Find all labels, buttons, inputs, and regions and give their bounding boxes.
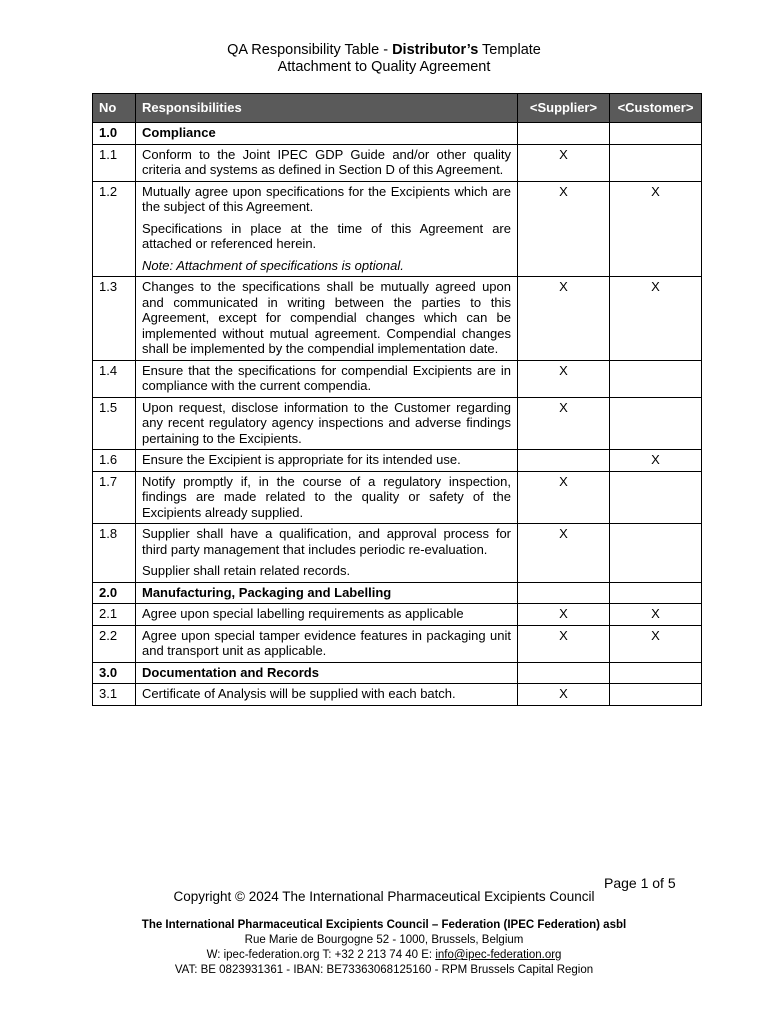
table-row [93,684,702,706]
responsibility-text [136,471,518,524]
responsibility-paragraph: Conform to the Joint IPEC GDP Guide and/or other quality criteria and systems as defined in Section D of this Agreement. [142,146,511,177]
section-row [93,123,702,145]
footer-contact-text: W: ipec-federation.org T: +32 2 213 74 40 E: [206,949,436,961]
responsibility-text [136,604,518,626]
table-row [93,181,702,277]
header-responsibilities: Responsibilities [136,94,518,123]
section-title: Compliance [136,123,518,145]
supplier-mark [518,450,610,472]
customer-mark [610,144,702,181]
header-no: No [93,94,136,123]
customer-mark: X [610,604,702,626]
row-number: 3.1 [93,684,136,706]
responsibility-text [136,450,518,472]
row-number: 1.0 [93,123,136,145]
table-row [93,450,702,472]
supplier-mark: X [518,625,610,662]
row-number: 1.5 [93,397,136,450]
responsibility-paragraph: Agree upon special tamper evidence features in packaging unit and transport unit as applicable. [142,627,511,658]
responsibility-paragraph: Specifications in place at the time of this Agreement are attached or referenced herein. [142,220,511,251]
customer-mark [610,360,702,397]
supplier-mark: X [518,277,610,361]
supplier-mark: X [518,397,610,450]
row-number: 2.0 [93,582,136,604]
customer-mark: X [610,181,702,277]
supplier-mark: X [518,144,610,181]
row-number: 1.8 [93,524,136,583]
section-title: Documentation and Records [136,662,518,684]
footer-contact [0,948,768,963]
footer-org: The International Pharmaceutical Excipients Council – Federation (IPEC Federation) asbl [141,919,627,931]
document-subtitle: Attachment to Quality Agreement [277,59,491,75]
title-prefix: QA Responsibility Table - [227,42,393,58]
row-number: 1.1 [93,144,136,181]
table-row [93,524,702,583]
supplier-cell [518,123,610,145]
responsibility-paragraph: Mutually agree upon specifications for the Excipients which are the subject of this Agreement. [142,183,511,214]
table-row [93,277,702,361]
table-body [93,123,702,706]
supplier-mark: X [518,604,610,626]
responsibility-paragraph: Upon request, disclose information to the Customer regarding any recent regulatory agency inspections and adverse findings pertaining to the Excipients. [142,399,511,446]
footer-address: Rue Marie de Bourgogne 52 - 1000, Brussels, Belgium [244,934,524,946]
document-title [0,42,768,76]
row-number: 1.3 [93,277,136,361]
row-number: 1.4 [93,360,136,397]
row-number: 1.2 [93,181,136,277]
supplier-cell [518,582,610,604]
responsibility-table [92,93,702,706]
table-row [93,604,702,626]
row-number: 1.6 [93,450,136,472]
footer [0,918,768,978]
responsibility-text [136,625,518,662]
header-supplier: <Supplier> [518,94,610,123]
footer-vat: VAT: BE 0823931361 - IBAN: BE73363068125160 - RPM Brussels Capital Region [174,964,594,976]
table-row [93,360,702,397]
table-header-row [93,94,702,123]
row-number: 2.2 [93,625,136,662]
section-title: Manufacturing, Packaging and Labelling [136,582,518,604]
table-row [93,397,702,450]
customer-mark: X [610,625,702,662]
table-row [93,625,702,662]
responsibility-text [136,397,518,450]
responsibility-text [136,360,518,397]
title-line [0,42,768,59]
supplier-mark: X [518,471,610,524]
responsibility-paragraph: Ensure that the specifications for compendial Excipients are in compliance with the current compendia. [142,362,511,393]
row-number: 3.0 [93,662,136,684]
table-row [93,144,702,181]
responsibility-note: Note: Attachment of specifications is optional. [142,257,404,273]
title-suffix: Template [478,42,541,58]
responsibility-paragraph: Notify promptly if, in the course of a regulatory inspection, findings are made related to the quality or safety of the Excipients already supplied. [142,473,511,520]
responsibility-paragraph: Supplier shall have a qualification, and approval process for third party management that includes periodic re-evaluation. [142,526,511,557]
section-row [93,582,702,604]
responsibility-paragraph: Agree upon special labelling requirements as applicable [142,606,464,621]
customer-mark: X [610,277,702,361]
copyright-text: Copyright © 2024 The International Pharmaceutical Excipients Council [173,889,595,904]
supplier-cell [518,662,610,684]
responsibility-text [136,144,518,181]
table-row [93,471,702,524]
responsibility-text [136,277,518,361]
supplier-mark: X [518,684,610,706]
customer-mark [610,524,702,583]
row-number: 1.7 [93,471,136,524]
customer-mark [610,397,702,450]
customer-mark [610,471,702,524]
header-customer: <Customer> [610,94,702,123]
responsibility-paragraph: Changes to the specifications shall be mutually agreed upon and communicated in writing between the parties to this Agreement, except for compendial changes which can be implemented without mutual agreement. Compendial changes shall be implemented by the compendial implementation date. [142,279,511,356]
responsibility-text [136,181,518,277]
customer-mark: X [610,450,702,472]
section-row [93,662,702,684]
title-bold: Distributor’s [392,42,479,58]
responsibility-paragraph: Certificate of Analysis will be supplied with each batch. [142,686,456,701]
customer-cell [610,582,702,604]
supplier-mark: X [518,181,610,277]
customer-cell [610,662,702,684]
responsibility-paragraph: Ensure the Excipient is appropriate for its intended use. [142,452,461,467]
responsibility-paragraph: Supplier shall retain related records. [142,563,351,578]
page-number: Page 1 of 5 [604,875,676,891]
row-number: 2.1 [93,604,136,626]
customer-mark [610,684,702,706]
supplier-mark: X [518,360,610,397]
responsibility-text [136,524,518,583]
customer-cell [610,123,702,145]
footer-email-link[interactable]: info@ipec-federation.org [435,949,562,961]
supplier-mark: X [518,524,610,583]
responsibility-text [136,684,518,706]
